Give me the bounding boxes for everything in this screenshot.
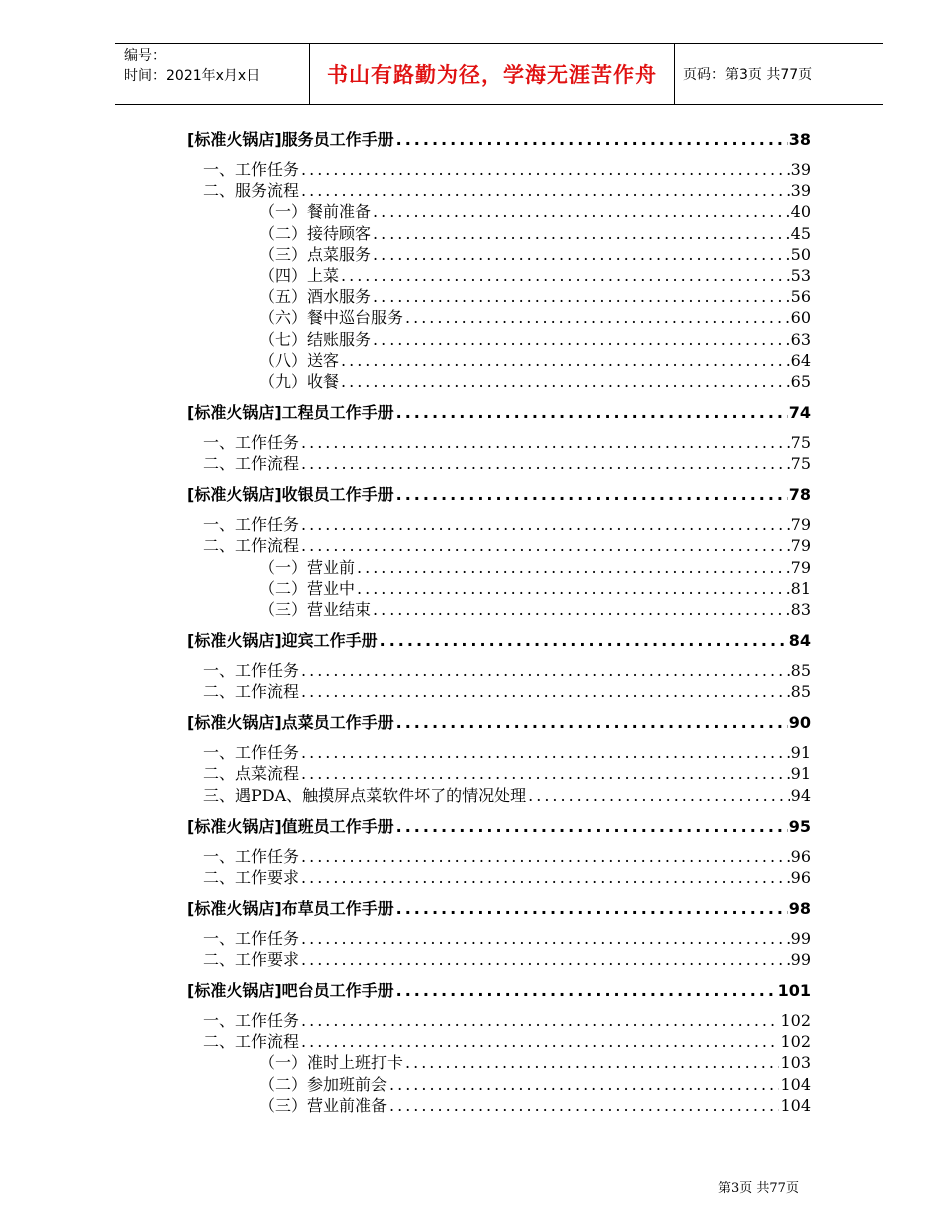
- toc-leader-dots: [301, 160, 790, 179]
- toc-leader-dots: [301, 682, 790, 701]
- toc-entry-label: 二、工作流程: [203, 454, 300, 474]
- page-footer: 第3页 共77页: [718, 1181, 799, 1196]
- toc-page-number: 63: [790, 329, 811, 349]
- header-meta: [115, 44, 310, 104]
- toc-entry[interactable]: [259, 284, 811, 307]
- toc-leader-dots: [357, 579, 790, 598]
- toc-leader-dots: [341, 372, 790, 391]
- toc-page-number: 81: [790, 578, 811, 598]
- toc-page-number: 60: [790, 308, 811, 328]
- toc-page-number: 64: [790, 350, 811, 370]
- toc-entry[interactable]: [203, 533, 811, 556]
- toc-entry[interactable]: [203, 658, 811, 681]
- header-time-label: 时间：2021年x月x日: [124, 68, 261, 84]
- toc-section-entry[interactable]: [187, 482, 811, 505]
- toc-section-entry[interactable]: [187, 628, 811, 651]
- toc-leader-dots: [373, 245, 790, 264]
- toc-entry[interactable]: [259, 576, 811, 599]
- toc-page-number: 78: [788, 485, 811, 505]
- toc-entry-label: 一、工作任务: [203, 160, 300, 179]
- toc-entry-label: [标准火锅店]点菜员工作手册: [187, 713, 394, 733]
- toc-page-number: 102: [780, 1032, 811, 1052]
- toc-entry-label: （二）营业中: [259, 578, 356, 598]
- toc-leader-dots: [301, 950, 790, 969]
- toc-entry-label: （六）餐中巡台服务: [259, 308, 404, 328]
- toc-leader-dots: [396, 403, 788, 422]
- toc-entry-label: （三）营业结束: [259, 600, 372, 619]
- toc-entry[interactable]: [259, 305, 811, 328]
- toc-leader-dots: [301, 515, 790, 534]
- toc-page-number: 94: [790, 785, 811, 805]
- toc-leader-dots: [373, 287, 790, 306]
- toc-page-number: 84: [788, 631, 811, 650]
- toc-entry-label: 二、工作流程: [203, 682, 300, 702]
- toc-entry-label: [标准火锅店]迎宾工作手册: [187, 631, 378, 650]
- toc-leader-dots: [373, 202, 790, 221]
- toc-leader-dots: [301, 847, 790, 866]
- toc-page-number: 85: [790, 682, 811, 702]
- toc-entry[interactable]: [203, 157, 811, 180]
- toc-page-number: 39: [790, 160, 811, 179]
- toc-leader-dots: [396, 130, 788, 149]
- toc-page-number: 65: [790, 372, 811, 391]
- toc-leader-dots: [373, 330, 790, 349]
- toc-entry-label: （三）营业前准备: [259, 1095, 388, 1115]
- toc-section-entry[interactable]: [187, 896, 811, 919]
- toc-leader-dots: [301, 536, 790, 555]
- toc-entry[interactable]: [203, 926, 811, 949]
- toc-leader-dots: [373, 600, 790, 619]
- toc-entry[interactable]: [203, 679, 811, 702]
- toc-leader-dots: [301, 764, 790, 783]
- toc-entry[interactable]: [259, 1072, 811, 1095]
- toc-entry-label: 一、工作任务: [203, 661, 300, 680]
- toc-page-number: 79: [790, 515, 811, 535]
- toc-leader-dots: [301, 868, 790, 887]
- toc-entry-label: （一）准时上班打卡: [259, 1053, 404, 1073]
- toc-entry-label: 二、工作流程: [203, 536, 300, 556]
- toc-entry-label: 一、工作任务: [203, 743, 300, 763]
- toc-entry-label: 三、遇PDA、触摸屏点菜软件坏了的情况处理: [203, 785, 527, 805]
- toc-leader-dots: [301, 1032, 779, 1051]
- toc-entry-label: （二）接待顾客: [259, 223, 372, 243]
- toc-leader-dots: [301, 1011, 779, 1030]
- toc-section-entry[interactable]: [187, 978, 811, 1001]
- toc-entry[interactable]: [259, 221, 811, 244]
- toc-entry-label: [标准火锅店]值班员工作手册: [187, 816, 394, 836]
- toc-entry[interactable]: [203, 451, 811, 474]
- toc-leader-dots: [396, 485, 788, 504]
- toc-entry-label: 二、工作要求: [203, 950, 300, 969]
- toc-page-number: 39: [790, 181, 811, 201]
- toc-entry-label: （一）营业前: [259, 557, 356, 577]
- toc-leader-dots: [405, 308, 790, 327]
- header-page-info: 页码：第3页 共77页: [683, 67, 813, 83]
- toc-entry[interactable]: [259, 242, 811, 265]
- toc-page-number: 83: [790, 600, 811, 619]
- toc-entry-label: 二、服务流程: [203, 181, 300, 201]
- toc-leader-dots: [301, 743, 790, 762]
- toc-entry[interactable]: [203, 1008, 811, 1031]
- toc-entry-label: 一、工作任务: [203, 433, 300, 452]
- toc-leader-dots: [528, 786, 789, 805]
- toc-page-number: 50: [790, 244, 811, 264]
- toc-entry[interactable]: [259, 348, 811, 371]
- toc-leader-dots: [389, 1096, 779, 1115]
- toc-leader-dots: [396, 817, 788, 836]
- toc-entry[interactable]: [203, 1029, 811, 1052]
- toc-page-number: 40: [790, 202, 811, 222]
- toc-page-number: 75: [790, 454, 811, 474]
- toc-entry-label: 一、工作任务: [203, 928, 300, 948]
- toc-entry[interactable]: [203, 512, 811, 535]
- toc-page-number: 96: [790, 846, 811, 866]
- toc-entry-label: 一、工作任务: [203, 1011, 300, 1030]
- toc-entry-label: [标准火锅店]布草员工作手册: [187, 898, 394, 918]
- toc-page-number: 104: [780, 1074, 811, 1094]
- toc-leader-dots: [380, 631, 788, 650]
- toc-page-number: 101: [777, 981, 811, 1000]
- toc-page-number: 103: [780, 1053, 811, 1073]
- toc-leader-dots: [396, 713, 788, 732]
- toc-entry[interactable]: [203, 865, 811, 888]
- toc-section-entry[interactable]: [187, 814, 811, 837]
- toc-entry-label: （五）酒水服务: [259, 287, 372, 307]
- toc-page-number: 96: [790, 867, 811, 887]
- toc-page-number: 99: [790, 928, 811, 948]
- toc-entry[interactable]: [203, 783, 811, 806]
- toc-section-entry[interactable]: [187, 127, 811, 150]
- toc-entry[interactable]: [203, 430, 811, 453]
- toc-page-number: 90: [788, 713, 811, 733]
- toc-entry-label: 二、点菜流程: [203, 764, 300, 784]
- toc-page-number: 91: [790, 743, 811, 763]
- toc-leader-dots: [389, 1075, 779, 1094]
- toc-entry[interactable]: [259, 327, 811, 350]
- toc-leader-dots: [341, 351, 790, 370]
- toc-page-number: 95: [788, 816, 811, 836]
- toc-page-number: 91: [790, 764, 811, 784]
- toc-entry[interactable]: [259, 369, 811, 392]
- toc-entry[interactable]: [203, 740, 811, 763]
- page-header: [115, 43, 883, 105]
- toc-leader-dots: [373, 224, 790, 243]
- toc-leader-dots: [301, 454, 790, 473]
- toc-entry-label: [标准火锅店]收银员工作手册: [187, 485, 394, 505]
- toc-entry-label: 一、工作任务: [203, 846, 300, 866]
- toc-entry[interactable]: [259, 555, 811, 578]
- toc-page-number: 102: [780, 1011, 811, 1030]
- toc-leader-dots: [341, 266, 790, 285]
- toc-page-number: 99: [790, 950, 811, 969]
- toc-leader-dots: [301, 181, 790, 200]
- toc-entry-label: 二、工作流程: [203, 1032, 300, 1052]
- header-number-label: 编号：: [124, 48, 166, 64]
- toc-entry-label: 二、工作要求: [203, 867, 300, 887]
- toc-entry[interactable]: [259, 597, 811, 620]
- toc-page-number: 75: [790, 433, 811, 452]
- toc-entry-label: （四）上菜: [259, 266, 340, 285]
- toc-leader-dots: [301, 661, 790, 680]
- toc-entry-label: [标准火锅店]服务员工作手册: [187, 130, 394, 149]
- toc-leader-dots: [396, 981, 777, 1000]
- toc-page-number: 45: [790, 223, 811, 243]
- toc-section-entry[interactable]: [187, 400, 811, 423]
- toc-page-number: 74: [788, 403, 811, 422]
- toc-page-number: 85: [790, 661, 811, 680]
- toc-page-number: 53: [790, 266, 811, 285]
- toc-leader-dots: [301, 433, 790, 452]
- toc-page-number: 79: [790, 557, 811, 577]
- toc-entry-label: [标准火锅店]工程员工作手册: [187, 403, 394, 422]
- toc-page-number: 38: [788, 130, 811, 149]
- toc-leader-dots: [301, 929, 790, 948]
- toc-leader-dots: [405, 1053, 779, 1072]
- toc-entry-label: （一）餐前准备: [259, 202, 372, 222]
- toc-entry-label: （八）送客: [259, 350, 340, 370]
- toc-entry-label: 一、工作任务: [203, 515, 300, 535]
- toc-entry[interactable]: [203, 844, 811, 867]
- toc-entry[interactable]: [259, 199, 811, 222]
- toc-leader-dots: [357, 558, 790, 577]
- toc-entry-label: [标准火锅店]吧台员工作手册: [187, 981, 394, 1000]
- toc-entry-label: （三）点菜服务: [259, 244, 372, 264]
- toc-page-number: 79: [790, 536, 811, 556]
- toc-entry-label: （九）收餐: [259, 372, 340, 391]
- toc-page-number: 98: [788, 898, 811, 918]
- toc-entry[interactable]: [203, 761, 811, 784]
- toc-leader-dots: [396, 899, 788, 918]
- header-motto-cell: [310, 44, 675, 104]
- toc-entry-label: （二）参加班前会: [259, 1074, 388, 1094]
- toc-entry-label: （七）结账服务: [259, 329, 372, 349]
- toc-entry[interactable]: [203, 178, 811, 201]
- toc-entry[interactable]: [259, 1093, 811, 1116]
- header-motto: 书山有路勤为径，学海无涯苦作舟: [327, 63, 657, 87]
- toc-entry[interactable]: [259, 263, 811, 286]
- toc-page-number: 104: [780, 1095, 811, 1115]
- toc-entry[interactable]: [203, 947, 811, 970]
- toc-entry[interactable]: [259, 1050, 811, 1073]
- toc-section-entry[interactable]: [187, 710, 811, 733]
- toc-page-number: 56: [790, 287, 811, 307]
